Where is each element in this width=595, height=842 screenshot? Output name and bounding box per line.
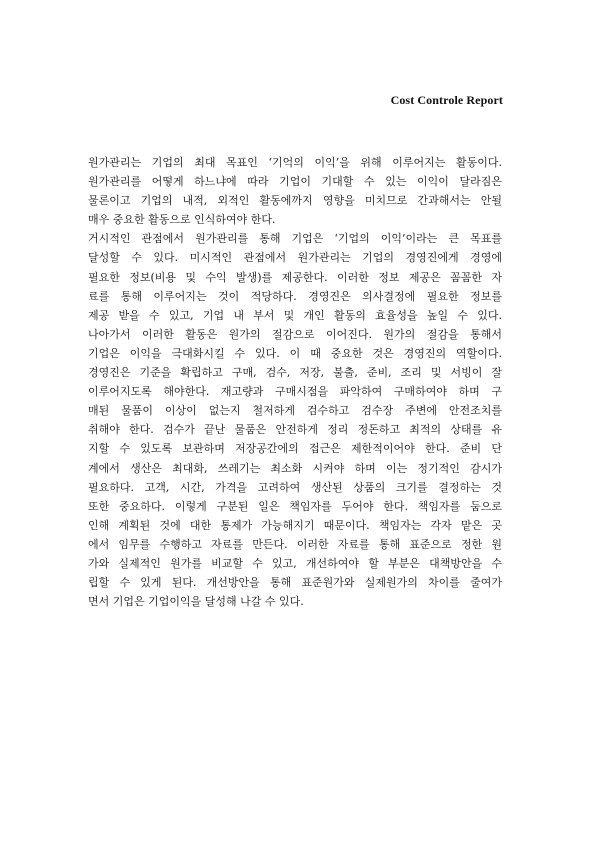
text-line: 인해 계획된 것에 대한 통제가 가능해지기 때문이다. 책임자는 각자 맡은 곳 (88, 518, 502, 532)
text-line: 원가관리는 기업의 최대 목표인 ‘기억의 이익’을 위해 이루어지는 활동이다. (88, 156, 502, 169)
text-line: 가와 실제적인 원가를 비교할 수 있고, 개선하여야 할 부분은 대책방안을 수 (88, 556, 502, 570)
text-line: 이루어지도록 해야한다. 재고량과 구매시점을 파악하여 구매하여야 하며 구 (88, 385, 502, 399)
text-line: 료를 통해 이루어지는 것이 적당하다. 경영진은 의사결정에 필요한 정보를 (88, 289, 502, 303)
body-text (88, 153, 502, 611)
text-line: 물론이고 기업의 내적, 외적인 활동에까지 영향을 미치므로 간과해서는 안될 (88, 194, 502, 208)
text-line: 또한 중요하다. 이렇게 구분된 일은 책임자를 두어야 한다. 책임자를 둠으로 (88, 499, 502, 513)
text-line: 필요하다. 고객, 시간, 가격을 고려하여 생산된 상품의 크기를 결정하는 것 (88, 480, 502, 494)
text-line: 매된 물품이 이상이 없는지 철저하게 검수하고 검수장 주변에 안전조치를 (88, 404, 502, 418)
text-line: 계에서 생산은 최대화, 쓰레기는 최소화 시켜야 하며 이는 정기적인 감시가 (88, 461, 502, 475)
text-line: 에서 임무를 수행하고 자료를 만든다. 이러한 자료를 통해 표준으로 정한 원 (88, 537, 502, 551)
text-line: 달성할 수 있다. 미시적인 관점에서 원가관리는 기업의 경영진에게 경영에 (88, 251, 502, 265)
text-line: 지할 수 있도록 보관하며 저장공간에의 접근은 제한적이어야 한다. 준비 단 (88, 442, 502, 456)
text-line: 경영진은 기준을 확립하고 구매, 검수, 저장, 불출, 준비, 조리 및 서빙이 잘 (88, 366, 502, 380)
text-line: 면서 기업은 기업이익을 달성해 나갈 수 있다. (88, 595, 304, 609)
text-line: 나아가서 이러한 활동은 원가의 절감으로 이어진다. 원가의 절감을 통해서 (88, 327, 502, 341)
report-title: Cost Controle Report (390, 93, 503, 107)
text-line: 원가관리를 어떻게 하느냐에 따라 기업이 기대할 수 있는 이익이 달라짐은 (88, 175, 502, 189)
text-line: 매우 중요한 활동으로 인식하여야 한다. (88, 213, 276, 227)
text-line: 제공 받을 수 있고, 기업 내 부서 및 개인 활동의 효율성을 높일 수 있다. (88, 308, 502, 322)
text-line: 거시적인 관점에서 원가관리를 통해 기업은 ‘기업의 이익’이라는 큰 목표를 (88, 232, 502, 246)
text-line: 필요한 정보(비용 및 수익 발생)를 제공한다. 이러한 정보 제공은 꼼꼼한 자 (88, 270, 502, 284)
text-line: 취해야 한다. 검수가 끝난 물품은 안전하게 정리 정돈하고 최적의 상태를 유 (88, 423, 502, 437)
text-line: 립할 수 있게 된다. 개선방안을 통해 표준원가와 실제원가의 차이를 줄여가 (88, 576, 502, 590)
text-line: 기업은 이익을 극대화시킬 수 있다. 이 때 중요한 것은 경영진의 역할이다. (88, 346, 502, 360)
